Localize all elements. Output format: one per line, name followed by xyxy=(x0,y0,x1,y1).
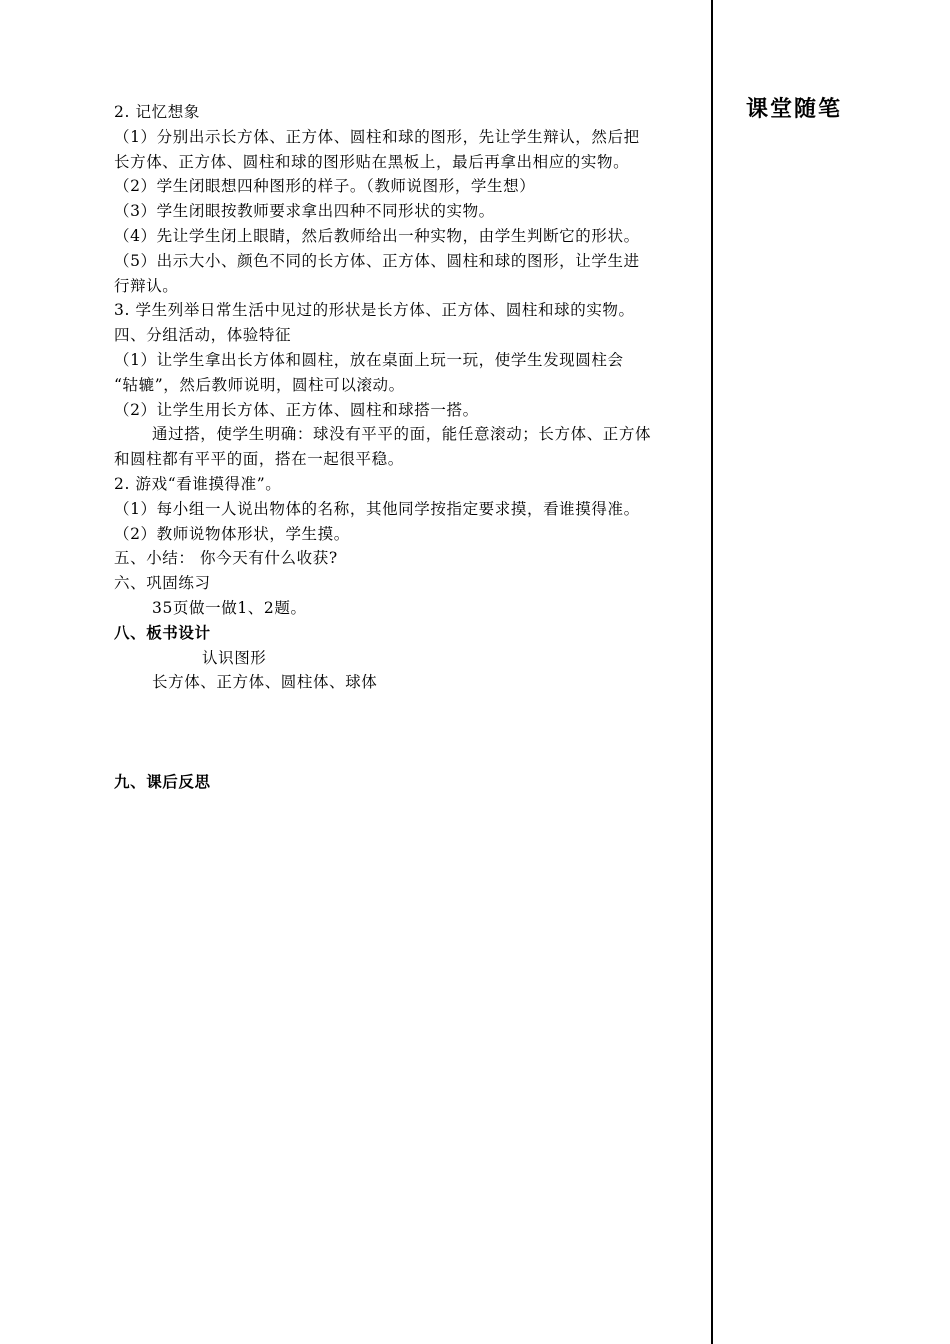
text-line: 长方体、正方体、圆柱和球的图形贴在黑板上，最后再拿出相应的实物。 xyxy=(114,152,630,171)
notes-column-heading: 课堂随笔 xyxy=(746,96,843,122)
text-line: （3）学生闭眼按教师要求拿出四种不同形状的实物。 xyxy=(114,202,495,221)
text-line: 35页做一做1、2题。 xyxy=(152,598,307,617)
lesson-plan-body xyxy=(114,100,754,794)
section-memory-imagination: 2. 记忆想象 xyxy=(114,103,200,121)
section-practice: 六、巩固练习 xyxy=(114,574,211,593)
section-group-activity: 四、分组活动，体验特征 xyxy=(114,326,292,345)
text-line: 通过搭，使学生明确：球没有平平的面，能任意滚动；长方体、正方体 xyxy=(152,425,652,444)
spacer xyxy=(114,695,754,720)
text-line: （2）学生闭眼想四种图形的样子。（教师说图形，学生想） xyxy=(114,177,536,196)
section-summary: 五、小结： 你今天有什么收获? xyxy=(114,549,338,568)
text-line: 行辩认。 xyxy=(114,276,179,295)
text-line: （1）分别出示长方体、正方体、圆柱和球的图形，先让学生辩认，然后把 xyxy=(114,127,640,146)
section-game: 2. 游戏“看谁摸得准”。 xyxy=(114,474,282,493)
text-line: “轱辘”，然后教师说明，圆柱可以滚动。 xyxy=(114,375,405,394)
text-line: 3. 学生列举日常生活中见过的形状是长方体、正方体、圆柱和球的实物。 xyxy=(114,301,635,320)
text-line: （5）出示大小、颜色不同的长方体、正方体、圆柱和球的图形，让学生进 xyxy=(114,251,640,270)
text-line: （4）先让学生闭上眼睛，然后教师给出一种实物，由学生判断它的形状。 xyxy=(114,226,640,245)
text-line: （1）让学生拿出长方体和圆柱，放在桌面上玩一玩，使学生发现圆柱会 xyxy=(114,350,624,369)
text-line: （2）让学生用长方体、正方体、圆柱和球搭一搭。 xyxy=(114,400,479,419)
board-title: 认识图形 xyxy=(202,648,267,667)
text-line: （2）教师说物体形状，学生摸。 xyxy=(114,524,350,543)
board-shapes-list: 长方体、正方体、圆柱体、球体 xyxy=(152,673,378,692)
spacer xyxy=(114,745,754,770)
section-board-design: 八、板书设计 xyxy=(114,622,211,642)
spacer xyxy=(114,720,754,745)
section-reflection: 九、课后反思 xyxy=(114,771,211,791)
text-line: （1）每小组一人说出物体的名称，其他同学按指定要求摸，看谁摸得准。 xyxy=(114,499,640,518)
text-line: 和圆柱都有平平的面，搭在一起很平稳。 xyxy=(114,450,404,469)
